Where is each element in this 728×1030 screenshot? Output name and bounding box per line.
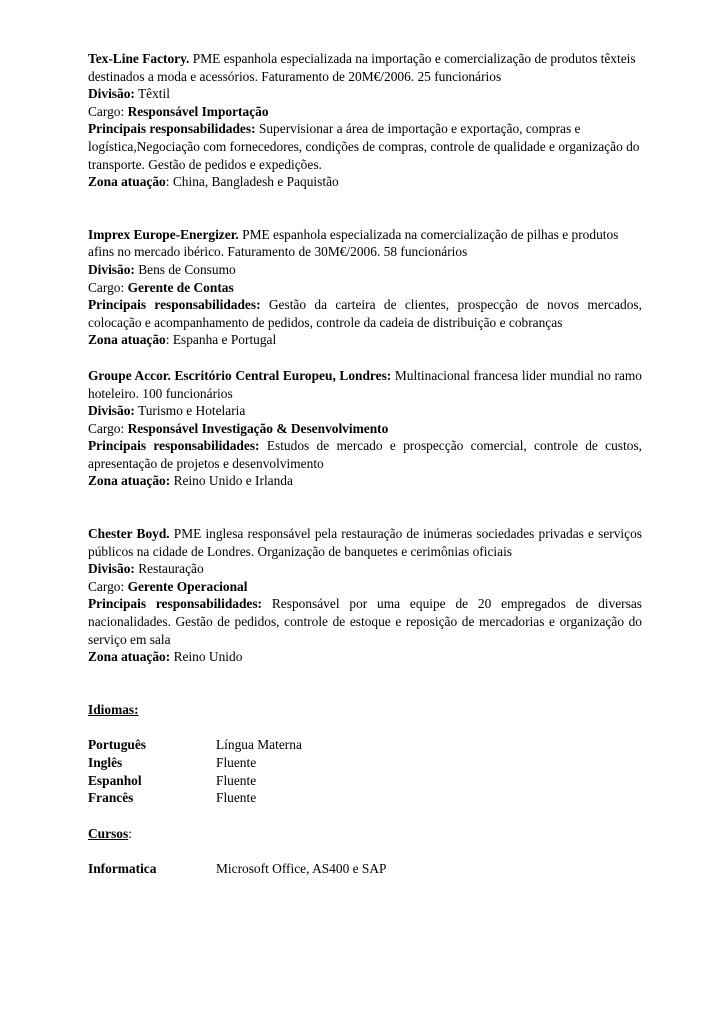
job-entry-tex-line (88, 50, 642, 191)
job-header (88, 367, 642, 402)
responsibilities-label: Principais responsabilidades: (88, 297, 261, 313)
role-line (88, 420, 642, 438)
spacer (88, 666, 642, 701)
responsibilities-value: Estudos de mercado e prospecção comercial, controle de custos, apresentação de projetos e desenvolvimento (88, 438, 642, 471)
division-label: Divisão: (88, 261, 135, 277)
division-value: Bens de Consumo (138, 261, 236, 277)
job-header (88, 525, 642, 560)
course-detail: Microsoft Office, AS400 e SAP (216, 861, 387, 877)
courses-section (88, 825, 642, 878)
job-header (88, 226, 642, 261)
job-header (88, 50, 642, 85)
role-value: Gerente Operacional (127, 578, 248, 594)
responsibilities-line (88, 296, 642, 331)
division-value: Têxtil (137, 86, 170, 102)
zone-value: Espanha e Portugal (172, 332, 277, 348)
division-line (88, 261, 642, 279)
languages-heading: Idiomas: (88, 701, 139, 717)
company-description: PME espanhola especializada na importação e comercialização de produtos têxteis destinados a moda e acessórios. Faturamento de 20M€/2006. 25 funcionários (88, 51, 636, 84)
zone-label: Zona atuação (88, 174, 166, 190)
role-value: Responsável Importação (127, 103, 269, 119)
course-row (88, 860, 642, 878)
company-name: Groupe Accor. Escritório Central Europeu, Londres: (88, 367, 392, 383)
spacer (88, 349, 642, 367)
division-line (88, 85, 642, 103)
company-description: Multinacional francesa lider mundial no ramo hoteleiro. 100 funcionários (88, 367, 642, 401)
responsibilities-value: Responsável por uma equipe de 20 empregados de diversas nacionalidades. Gestão de pedidos, controle de estoque e reposição de mercadorias e organização do serviço em sala (88, 596, 642, 647)
spacer (88, 191, 642, 226)
job-entry-accor (88, 367, 642, 490)
zone-value: Reino Unido e Irlanda (173, 473, 293, 489)
zone-value: Reino Unido (173, 649, 243, 665)
language-name: Francês (88, 790, 134, 806)
job-entry-imprex (88, 226, 642, 349)
course-name: Informatica (88, 861, 157, 877)
company-description: PME espanhola especializada na comercialização de pilhas e produtos afins no mercado ibérico. Faturamento de 30M€/2006. 58 funcionários (88, 226, 619, 260)
zone-separator: : (165, 332, 170, 348)
courses-heading: Cursos (88, 825, 129, 841)
role-line (88, 279, 642, 297)
language-name: Inglês (88, 755, 123, 770)
languages-heading-line (88, 701, 642, 719)
division-value: Turismo e Hotelaria (137, 403, 246, 419)
spacer (88, 718, 642, 736)
courses-heading-line (88, 825, 642, 843)
language-name: Espanhol (88, 772, 142, 788)
company-name: Tex-Line Factory. (88, 51, 190, 66)
division-label: Divisão: (88, 561, 135, 577)
division-value: Restauração (138, 561, 204, 577)
zone-value: China, Bangladesh e Paquistão (172, 174, 339, 190)
language-row (88, 789, 642, 807)
role-line (88, 578, 642, 596)
responsibilities-label: Principais responsabilidades: (88, 121, 256, 137)
company-name: Chester Boyd. (88, 526, 170, 542)
language-name: Português (88, 737, 147, 753)
role-value: Responsável Investigação & Desenvolvimento (127, 420, 389, 436)
division-label: Divisão: (88, 403, 135, 419)
language-level: Fluente (216, 772, 257, 788)
zone-separator: : (165, 174, 170, 190)
responsibilities-label: Principais responsabilidades: (88, 596, 263, 612)
language-row (88, 754, 642, 772)
responsibilities-line (88, 120, 642, 173)
responsibilities-value: Supervisionar a área de importação e exportação, compras e logística,Negociação com fornecedores, condições de compras, controle de qualidade e organização do transporte. Gestão de pedidos e expedições. (88, 121, 640, 172)
language-level: Fluente (216, 790, 257, 806)
role-label: Cargo: (88, 103, 125, 119)
responsibilities-line (88, 437, 642, 472)
company-name: Imprex Europe-Energizer. (88, 226, 239, 242)
division-label: Divisão: (88, 86, 135, 102)
division-line (88, 402, 642, 420)
zone-line (88, 472, 642, 490)
division-line (88, 560, 642, 578)
zone-line (88, 173, 642, 191)
spacer (88, 490, 642, 525)
zone-label: Zona atuação: (88, 473, 171, 489)
language-row (88, 736, 642, 754)
job-entry-chester-boyd (88, 525, 642, 666)
language-row (88, 772, 642, 790)
spacer (88, 807, 642, 825)
languages-section (88, 701, 642, 807)
responsibilities-label: Principais responsabilidades: (88, 438, 260, 454)
company-description: PME inglesa responsável pela restauração de inúmeras sociedades privadas e serviços públicos na cidade de Londres. Organização de banquetes e cerimônias oficiais (88, 526, 642, 559)
spacer (88, 842, 642, 860)
role-line (88, 103, 642, 121)
courses-heading-separator: : (128, 825, 132, 841)
role-label: Cargo: (88, 420, 125, 436)
language-level: Língua Materna (216, 737, 302, 753)
role-value: Gerente de Contas (127, 279, 234, 295)
role-label: Cargo: (88, 279, 125, 295)
responsibilities-line (88, 595, 642, 648)
language-level: Fluente (216, 755, 257, 770)
zone-line (88, 648, 642, 666)
zone-line (88, 331, 642, 349)
resume-page (88, 50, 642, 878)
role-label: Cargo: (88, 578, 125, 594)
zone-label: Zona atuação: (88, 649, 171, 665)
zone-label: Zona atuação (88, 332, 166, 348)
responsibilities-value: Gestão da carteira de clientes, prospecção de novos mercados, colocação e acompanhamento de pedidos, controle da cadeia de distribuição e cobranças (88, 297, 642, 330)
